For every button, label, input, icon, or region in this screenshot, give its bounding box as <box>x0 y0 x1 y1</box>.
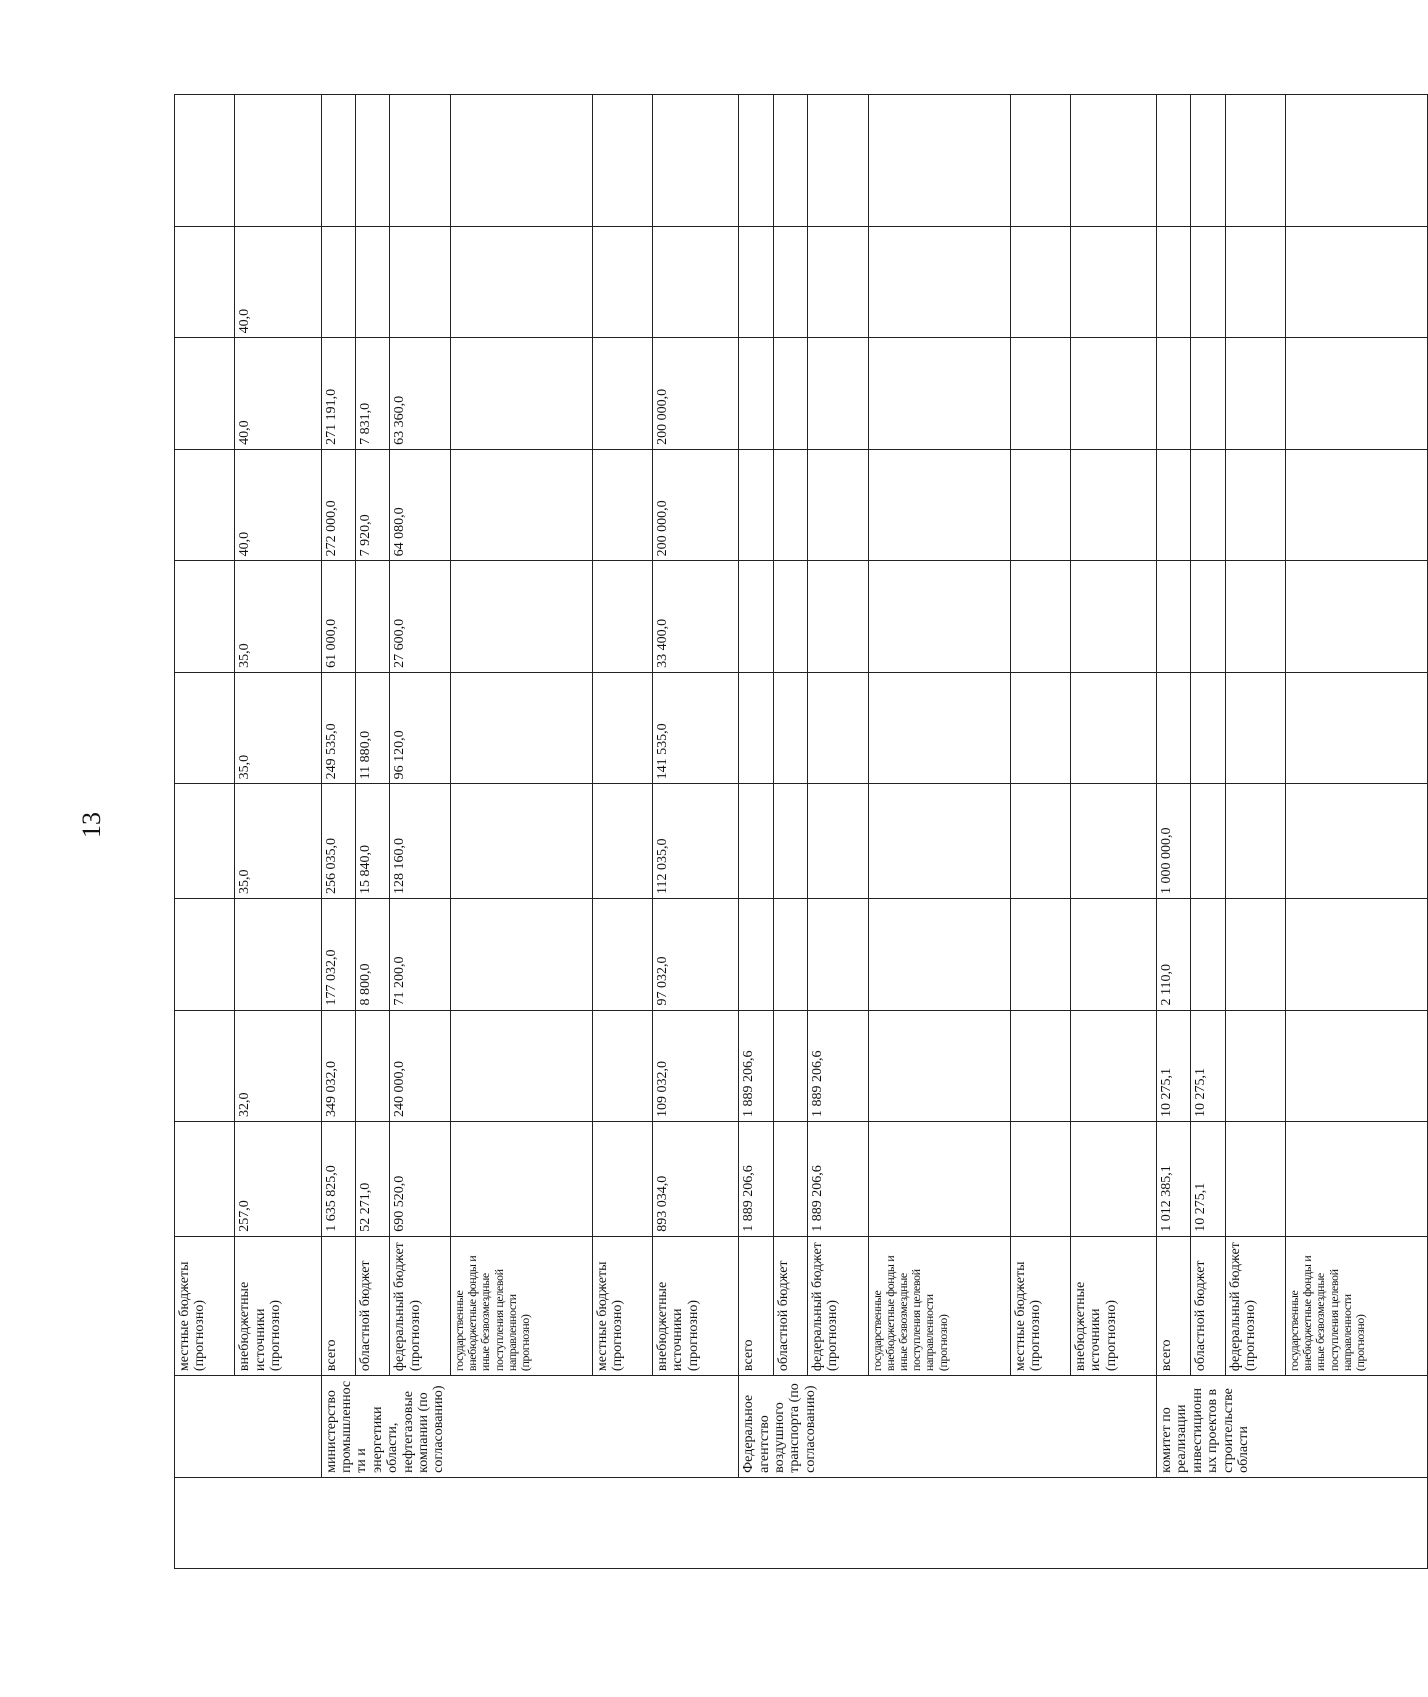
value-cell: 7 831,0 <box>355 338 389 449</box>
value-cell <box>592 899 652 1010</box>
value-cell <box>321 226 355 337</box>
funding-source-cell: государственные внебюджетные фонды и иные безвозмездные поступления целевой направленности (прогнозно) <box>450 1236 592 1375</box>
funding-source-cell: областной бюджет <box>355 1236 389 1375</box>
funding-source-cell: внебюджетные источники (прогнозно) <box>235 1236 321 1375</box>
value-cell <box>1191 899 1225 1010</box>
value-cell <box>235 95 321 227</box>
value-cell <box>1191 338 1225 449</box>
value-cell <box>450 1122 592 1237</box>
value-cell <box>592 1010 652 1121</box>
value-cell <box>653 95 739 227</box>
value-cell <box>592 672 652 783</box>
page-number: 13 <box>77 812 106 838</box>
value-cell <box>175 672 235 783</box>
value-cell <box>739 672 773 783</box>
value-cell <box>1286 672 1428 783</box>
value-cell <box>450 1010 592 1121</box>
table-row <box>175 95 235 1569</box>
value-cell <box>1070 226 1156 337</box>
value-cell <box>808 449 869 560</box>
funding-source-cell: местные бюджеты (прогнозно) <box>175 1236 235 1375</box>
table-row <box>1010 95 1070 1569</box>
value-cell <box>868 1122 1010 1237</box>
value-cell <box>1225 226 1285 337</box>
value-cell: 177 032,0 <box>321 899 355 1010</box>
table-row <box>235 95 321 1569</box>
budget-table <box>174 94 1428 1569</box>
value-cell <box>592 338 652 449</box>
funding-source-cell: федеральный бюджет (прогнозно) <box>1225 1236 1285 1375</box>
value-cell <box>1286 449 1428 560</box>
value-cell: 7 920,0 <box>355 449 389 560</box>
table-row <box>1286 95 1428 1569</box>
value-cell <box>868 672 1010 783</box>
value-cell <box>1225 95 1285 227</box>
funding-source-cell: внебюджетные источники (прогнозно) <box>653 1236 739 1375</box>
value-cell <box>1191 449 1225 560</box>
value-cell <box>773 338 807 449</box>
value-cell: 690 520,0 <box>390 1122 451 1237</box>
value-cell <box>808 338 869 449</box>
value-cell <box>592 226 652 337</box>
table-row <box>868 95 1010 1569</box>
value-cell <box>653 226 739 337</box>
value-cell <box>175 1010 235 1121</box>
table-row <box>1225 95 1285 1569</box>
value-cell: 63 360,0 <box>390 338 451 449</box>
value-cell <box>1191 561 1225 672</box>
value-cell <box>1225 561 1285 672</box>
value-cell <box>1010 672 1070 783</box>
value-cell: 40,0 <box>235 449 321 560</box>
value-cell: 32,0 <box>235 1010 321 1121</box>
value-cell <box>1225 449 1285 560</box>
value-cell <box>1286 95 1428 227</box>
value-cell <box>592 449 652 560</box>
funding-source-cell: государственные внебюджетные фонды и иные безвозмездные поступления целевой направленности (прогнозно) <box>868 1236 1010 1375</box>
value-cell: 109 032,0 <box>653 1010 739 1121</box>
value-cell: 128 160,0 <box>390 784 451 899</box>
table-row <box>450 95 592 1569</box>
value-cell: 2 110,0 <box>1157 899 1191 1010</box>
value-cell <box>1225 1010 1285 1121</box>
value-cell <box>1157 338 1191 449</box>
value-cell <box>592 95 652 227</box>
funding-source-cell: федеральный бюджет (прогнозно) <box>808 1236 869 1375</box>
value-cell <box>1225 899 1285 1010</box>
value-cell <box>321 95 355 227</box>
value-cell <box>1070 338 1156 449</box>
value-cell <box>1157 95 1191 227</box>
row-number-cell <box>175 1477 1428 1568</box>
value-cell: 112 035,0 <box>653 784 739 899</box>
value-cell <box>592 784 652 899</box>
value-cell <box>868 226 1010 337</box>
funding-source-cell: всего <box>1157 1236 1191 1375</box>
value-cell <box>773 784 807 899</box>
value-cell: 257,0 <box>235 1122 321 1237</box>
funding-source-cell: областной бюджет <box>1191 1236 1225 1375</box>
value-cell <box>739 226 773 337</box>
value-cell: 97 032,0 <box>653 899 739 1010</box>
value-cell: 40,0 <box>235 338 321 449</box>
value-cell <box>808 672 869 783</box>
value-cell: 10 275,1 <box>1191 1122 1225 1237</box>
value-cell: 10 275,1 <box>1191 1010 1225 1121</box>
value-cell <box>868 561 1010 672</box>
funding-source-cell: местные бюджеты (прогнозно) <box>592 1236 652 1375</box>
value-cell <box>773 449 807 560</box>
funding-source-cell: внебюджетные источники (прогнозно) <box>1070 1236 1156 1375</box>
value-cell <box>1286 1122 1428 1237</box>
value-cell: 1 889 206,6 <box>739 1122 773 1237</box>
value-cell <box>175 338 235 449</box>
executor-cell <box>175 1376 322 1478</box>
value-cell <box>1010 784 1070 899</box>
value-cell <box>808 95 869 227</box>
rotated-table-wrapper <box>174 94 1428 1569</box>
value-cell: 272 000,0 <box>321 449 355 560</box>
value-cell <box>1010 226 1070 337</box>
value-cell: 27 600,0 <box>390 561 451 672</box>
value-cell: 1 000 000,0 <box>1157 784 1191 899</box>
value-cell <box>868 784 1010 899</box>
value-cell <box>1286 899 1428 1010</box>
executor-cell: комитет по реализации инвестиционных проектов в строительстве области <box>1157 1376 1428 1478</box>
value-cell <box>355 95 389 227</box>
value-cell <box>1225 784 1285 899</box>
value-cell <box>355 1010 389 1121</box>
table-row <box>739 95 773 1569</box>
value-cell <box>1191 672 1225 783</box>
value-cell: 1 889 206,6 <box>808 1122 869 1237</box>
value-cell: 61 000,0 <box>321 561 355 672</box>
value-cell: 35,0 <box>235 561 321 672</box>
value-cell: 11 880,0 <box>355 672 389 783</box>
value-cell <box>1010 338 1070 449</box>
value-cell <box>175 226 235 337</box>
funding-source-cell: местные бюджеты (прогнозно) <box>1010 1236 1070 1375</box>
table-row <box>390 95 451 1569</box>
value-cell <box>1070 561 1156 672</box>
value-cell <box>1191 226 1225 337</box>
value-cell <box>1157 226 1191 337</box>
value-cell <box>868 338 1010 449</box>
value-cell <box>868 899 1010 1010</box>
value-cell <box>450 672 592 783</box>
value-cell <box>175 95 235 227</box>
funding-source-cell: государственные внебюджетные фонды и иные безвозмездные поступления целевой направленности (прогнозно) <box>1286 1236 1428 1375</box>
executor-cell: Федеральное агентство воздушного транспорта (по согласованию) <box>739 1376 1157 1478</box>
value-cell <box>390 95 451 227</box>
value-cell: 141 535,0 <box>653 672 739 783</box>
value-cell: 35,0 <box>235 784 321 899</box>
value-cell: 200 000,0 <box>653 449 739 560</box>
value-cell <box>773 899 807 1010</box>
value-cell <box>1010 1122 1070 1237</box>
value-cell <box>1225 338 1285 449</box>
value-cell <box>1070 784 1156 899</box>
value-cell <box>450 449 592 560</box>
value-cell <box>739 449 773 560</box>
value-cell <box>1070 449 1156 560</box>
value-cell <box>592 1122 652 1237</box>
value-cell <box>868 449 1010 560</box>
value-cell: 1 889 206,6 <box>739 1010 773 1121</box>
value-cell <box>1010 449 1070 560</box>
table-row <box>808 95 869 1569</box>
value-cell: 249 535,0 <box>321 672 355 783</box>
value-cell <box>1191 95 1225 227</box>
value-cell <box>739 899 773 1010</box>
value-cell <box>1225 1122 1285 1237</box>
value-cell: 349 032,0 <box>321 1010 355 1121</box>
table-row <box>355 95 389 1569</box>
value-cell <box>773 561 807 672</box>
value-cell: 40,0 <box>235 226 321 337</box>
value-cell <box>175 784 235 899</box>
value-cell <box>1191 784 1225 899</box>
value-cell <box>450 899 592 1010</box>
funding-source-cell: федеральный бюджет (прогнозно) <box>390 1236 451 1375</box>
value-cell <box>773 1122 807 1237</box>
table-row <box>1157 95 1191 1569</box>
value-cell <box>773 672 807 783</box>
value-cell <box>450 561 592 672</box>
table-body <box>175 95 1428 1569</box>
value-cell: 33 400,0 <box>653 561 739 672</box>
value-cell <box>1286 226 1428 337</box>
value-cell <box>1157 561 1191 672</box>
value-cell <box>1286 784 1428 899</box>
value-cell: 35,0 <box>235 672 321 783</box>
value-cell <box>739 338 773 449</box>
value-cell: 1 635 825,0 <box>321 1122 355 1237</box>
value-cell: 240 000,0 <box>390 1010 451 1121</box>
value-cell: 893 034,0 <box>653 1122 739 1237</box>
value-cell <box>1225 672 1285 783</box>
value-cell <box>1010 95 1070 227</box>
table-row <box>592 95 652 1569</box>
value-cell <box>868 1010 1010 1121</box>
value-cell <box>235 899 321 1010</box>
table-row <box>1070 95 1156 1569</box>
value-cell <box>1157 672 1191 783</box>
value-cell <box>175 561 235 672</box>
value-cell <box>1010 899 1070 1010</box>
value-cell <box>773 226 807 337</box>
value-cell <box>808 226 869 337</box>
value-cell <box>175 1122 235 1237</box>
value-cell <box>1286 338 1428 449</box>
funding-source-cell: областной бюджет <box>773 1236 807 1375</box>
value-cell <box>868 95 1010 227</box>
table-row <box>1191 95 1225 1569</box>
table-row <box>773 95 807 1569</box>
value-cell <box>1070 672 1156 783</box>
value-cell <box>1070 95 1156 227</box>
value-cell <box>450 784 592 899</box>
value-cell: 71 200,0 <box>390 899 451 1010</box>
value-cell <box>1070 1010 1156 1121</box>
value-cell <box>808 899 869 1010</box>
funding-source-cell: всего <box>739 1236 773 1375</box>
value-cell: 96 120,0 <box>390 672 451 783</box>
value-cell <box>355 226 389 337</box>
value-cell <box>739 784 773 899</box>
table-row <box>653 95 739 1569</box>
value-cell: 15 840,0 <box>355 784 389 899</box>
value-cell <box>450 338 592 449</box>
funding-source-cell: всего <box>321 1236 355 1375</box>
value-cell <box>1286 561 1428 672</box>
value-cell <box>390 226 451 337</box>
value-cell <box>175 449 235 560</box>
value-cell: 64 080,0 <box>390 449 451 560</box>
value-cell <box>808 784 869 899</box>
value-cell: 1 889 206,6 <box>808 1010 869 1121</box>
value-cell: 52 271,0 <box>355 1122 389 1237</box>
value-cell <box>450 226 592 337</box>
value-cell: 200 000,0 <box>653 338 739 449</box>
value-cell <box>1286 1010 1428 1121</box>
value-cell <box>592 561 652 672</box>
value-cell <box>773 95 807 227</box>
value-cell <box>1010 561 1070 672</box>
value-cell <box>175 899 235 1010</box>
value-cell: 1 012 385,1 <box>1157 1122 1191 1237</box>
value-cell <box>773 1010 807 1121</box>
value-cell: 10 275,1 <box>1157 1010 1191 1121</box>
value-cell: 256 035,0 <box>321 784 355 899</box>
value-cell <box>1157 449 1191 560</box>
value-cell: 8 800,0 <box>355 899 389 1010</box>
value-cell <box>1010 1010 1070 1121</box>
value-cell <box>1070 899 1156 1010</box>
value-cell <box>739 561 773 672</box>
value-cell <box>1070 1122 1156 1237</box>
value-cell <box>739 95 773 227</box>
value-cell <box>808 561 869 672</box>
value-cell <box>450 95 592 227</box>
value-cell <box>355 561 389 672</box>
executor-cell: министерство промышленности и энергетики области, нефтегазовые компании (по согласованию) <box>321 1376 739 1478</box>
value-cell: 271 191,0 <box>321 338 355 449</box>
table-row <box>321 95 355 1569</box>
